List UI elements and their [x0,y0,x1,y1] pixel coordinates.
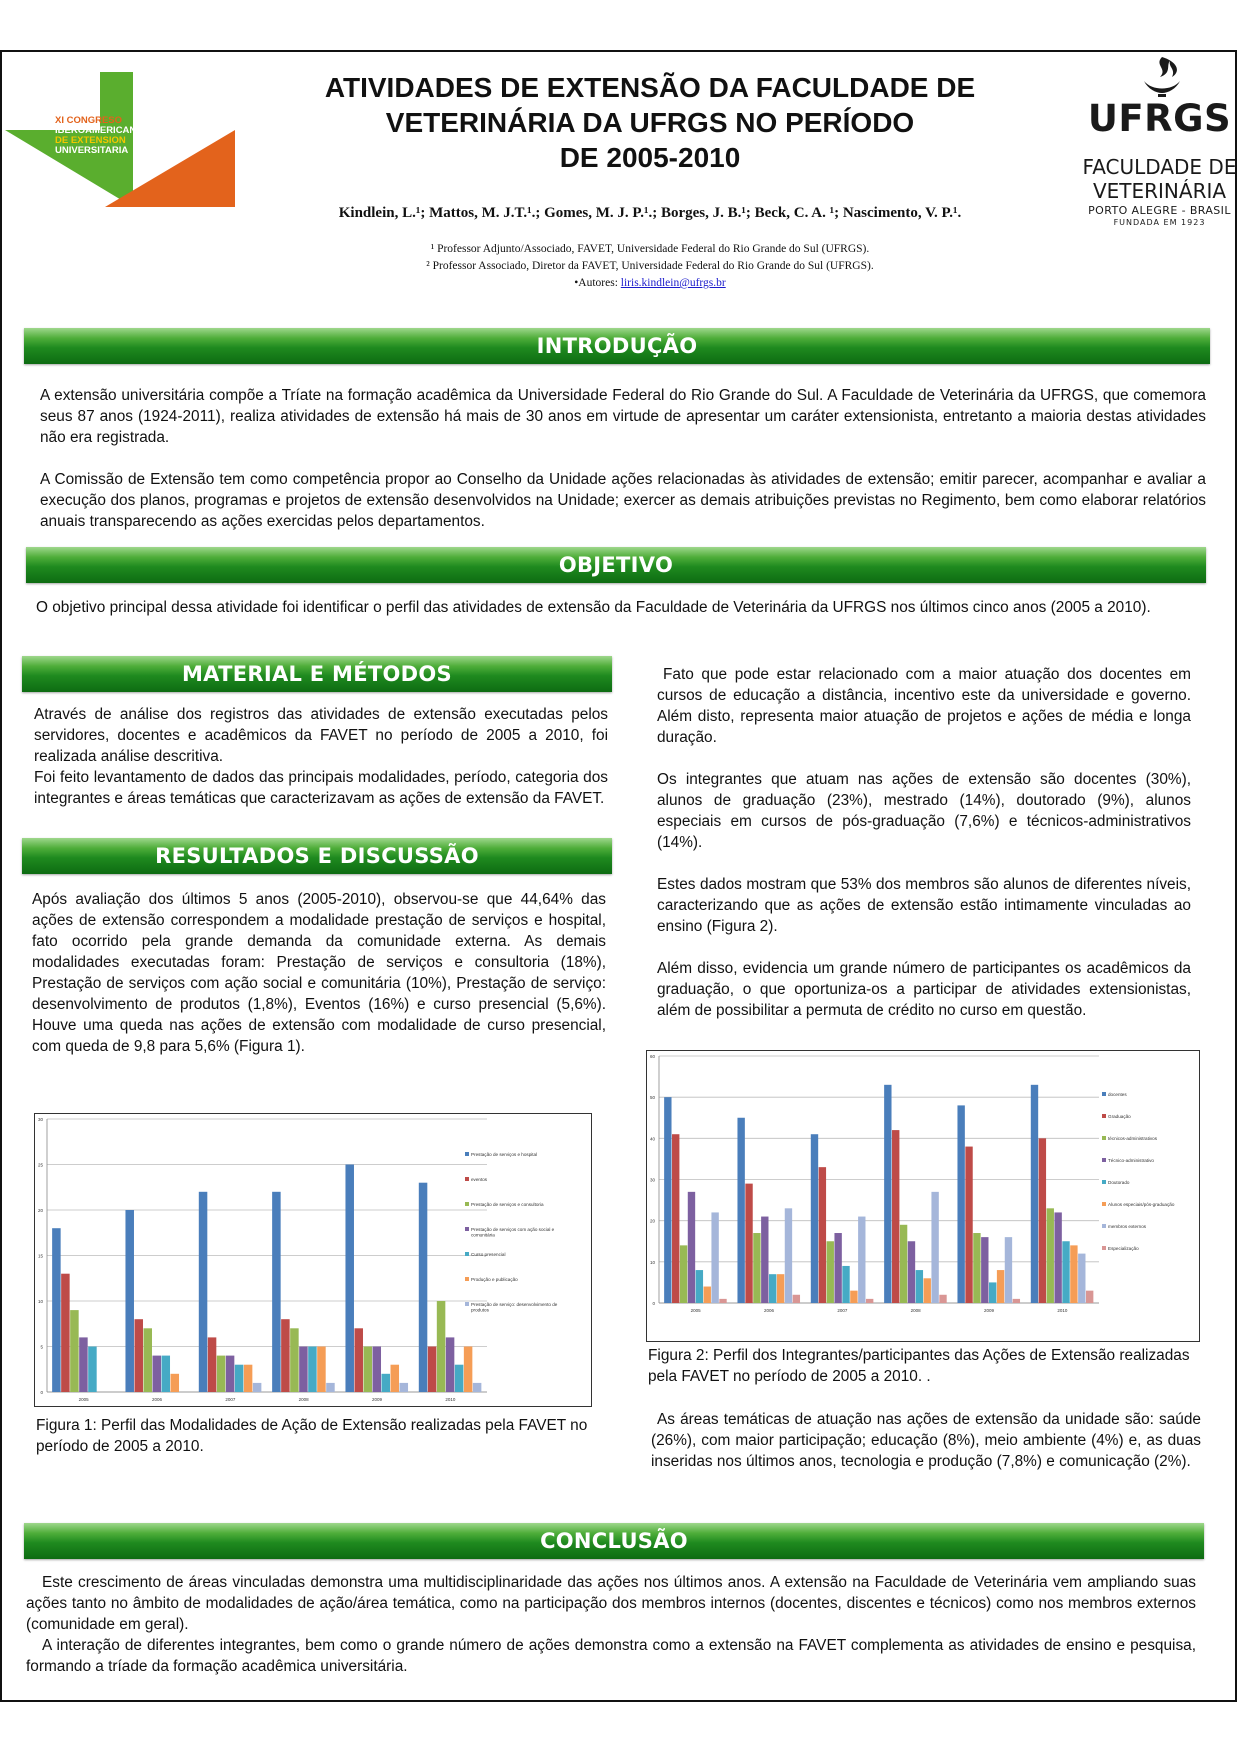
bar-2010-series-2 [437,1301,446,1392]
bar-2009-series-3 [372,1347,381,1393]
figure-2 [646,1050,1200,1342]
bar-2008-series-3 [908,1241,915,1303]
figure-1 [34,1113,592,1407]
ufrgs-logo-line2: VETERINÁRIA [1092,179,1227,203]
right-paragraph-3: Estes dados mostram que 53% dos membros são alunos de diferentes níveis, caracterizando que as ações de extensão estão intimamente vinculadas ao ensino (Figura 2). [657,876,1191,935]
ufrgs-logo-line4: FUNDADA EM 1923 [1113,218,1206,227]
bar-2009-series-2 [973,1233,980,1303]
affiliation-1: ¹ Professor Adjunto/Associado, FAVET, Universidade Federal do Rio Grande do Sul (UFRGS). [430,243,870,255]
bar-2005-series-7 [719,1299,726,1303]
bar-2006-series-2 [143,1328,152,1392]
bar-2007-series-6 [253,1383,262,1392]
resultados-body [32,889,606,1057]
bar-2008-series-0 [884,1085,891,1303]
bar-2009-series-5 [997,1270,1004,1303]
x-tick-label: 2007 [225,1397,236,1402]
bar-2008-series-5 [924,1278,931,1303]
bar-2009-series-4 [382,1374,391,1392]
bar-2007-series-0 [811,1134,818,1303]
title-line-1: ATIVIDADES DE EXTENSÃO DA FACULDADE DE [324,72,976,103]
resultados-heading: RESULTADOS E DISCUSSÃO [22,838,612,874]
legend-label: Prestação de serviços e hospital [471,1152,538,1157]
metodos-body [34,704,608,809]
contact-line [300,275,1000,292]
ufrgs-logo [1082,55,1237,235]
flame-emblem-icon [1132,55,1192,97]
figure-1-caption: Figura 1: Perfil das Modalidades de Ação de Extensão realizadas pela FAVET no período de 2005 a 2010. [36,1417,588,1455]
bar-2007-series-0 [199,1192,208,1392]
bar-2008-series-1 [281,1319,290,1392]
bar-2006-series-1 [134,1319,143,1392]
title-line-3: DE 2005-2010 [559,142,741,173]
x-tick-label: 2006 [151,1397,163,1402]
bar-2006-series-1 [745,1184,752,1303]
objetivo-body [36,597,1206,618]
legend-label: Prestação de serviços e consultoria [471,1202,544,1207]
y-tick-label: 25 [37,1162,43,1168]
bar-2008-series-2 [900,1225,907,1303]
figure-2-chart [647,1051,1199,1341]
legend-swatch [465,1202,469,1206]
legend-label: Prestação de serviços com ação social e comunitária [471,1227,555,1238]
bar-2008-series-3 [299,1347,308,1393]
x-tick-label: 2006 [763,1308,775,1313]
bar-2007-series-2 [217,1356,226,1392]
bar-2009-series-7 [1013,1299,1020,1303]
right-column-body [657,664,1191,1021]
bar-2009-series-4 [989,1282,996,1303]
legend-label: Especialização [1108,1246,1139,1251]
bar-2010-series-6 [473,1383,482,1392]
contact-email-link[interactable]: liris.kindlein@ufrgs.br [620,277,726,289]
bar-2010-series-1 [428,1347,437,1393]
bar-2008-series-6 [326,1383,335,1392]
congress-logo [5,72,295,207]
bar-2008-series-4 [916,1270,923,1303]
congress-logo-line4: UNIVERSITARIA [55,145,129,156]
legend-label: Produção e publicação [471,1277,518,1282]
x-tick-label: 2005 [690,1308,701,1313]
bar-2010-series-5 [464,1347,473,1393]
y-tick-label: 10 [649,1259,655,1265]
bar-2005-series-4 [88,1347,97,1393]
right-paragraph-4: Além disso, evidencia um grande número de participantes os acadêmicos da graduação, o que oportuniza-os a participar de atividades extensionistas, além de possibilitar a permuta de crédito no curso em questão. [657,960,1191,1019]
bar-2009-series-0 [957,1105,964,1303]
bar-2010-series-6 [1078,1254,1085,1303]
bar-2009-series-1 [354,1328,363,1392]
right-paragraph-1: Fato que pode estar relacionado com a maior atuação dos docentes em cursos de educação a distância, incentivo este da universidade e governo. Além disto, representa maior atuação de projetos e ações de média e longa duração. [657,666,1191,746]
congress-logo-line2: IBEROAMERICANO [55,125,144,136]
legend-swatch [465,1152,469,1156]
y-tick-label: 20 [649,1218,655,1224]
ufrgs-logo-line3: PORTO ALEGRE - BRASIL [1088,204,1231,217]
bar-2007-series-3 [226,1356,235,1392]
resultados-paragraph: Após avaliação dos últimos 5 anos (2005-2010), observou-se que 44,64% das ações de extensão correspondem a modalidade prestação de serviços e hospital, fato ocorrido pela grande demanda da comunidade externa. As demais modalidades executadas foram: Prestação de serviços e consultoria (18%), Prestação de serviços com ação social e comunitária (10%), Prestação de serviço: desenvolvimento de produtos (1,8%), Eventos (16%) e curso presencial (5,6%). Houve uma queda nas ações de extensão com modalidade de curso presencial, com queda de 9,8 para 5,6% (Figura 1). [32,891,606,1055]
bar-2010-series-0 [419,1183,428,1392]
legend-swatch [1102,1136,1106,1140]
conclusao-paragraph-1: Este crescimento de áreas vinculadas demonstra uma multidisciplinaridade das ações nos últimos anos. A extensão na Faculdade de Veterinária vem ampliando suas ações tanto no âmbito de modalidades de ação/área temática, como na participação dos membros internos (docentes, discentes e técnicos) como nos membros externos (comunidade em geral). [26,1574,1196,1633]
bar-2009-series-2 [363,1347,372,1393]
bar-2007-series-7 [866,1299,873,1303]
y-tick-label: 60 [649,1054,655,1059]
metodos-paragraph-2: Foi feito levantamento de dados das principais modalidades, período, categoria dos integrantes e áreas temáticas que caracterizavam as ações de extensão da FAVET. [34,769,608,807]
legend-swatch [1102,1158,1106,1162]
legend-label: Prestação de serviço: desenvolvimento de produtos [471,1302,558,1313]
bar-2005-series-3 [688,1192,695,1303]
bar-2006-series-3 [761,1217,768,1303]
bar-2005-series-3 [79,1337,88,1392]
bar-2007-series-6 [858,1217,865,1303]
ufrgs-logo-line1: FACULDADE DE [1082,155,1237,179]
bar-2008-series-2 [290,1328,299,1392]
x-tick-label: 2007 [837,1308,848,1313]
bar-2005-series-4 [696,1270,703,1303]
y-tick-label: 30 [649,1177,655,1183]
bar-2010-series-7 [1086,1291,1093,1303]
intro-paragraph-2: A Comissão de Extensão tem como competência propor ao Conselho da Unidade ações relacionadas às atividades de extensão; emitir parecer, acompanhar e avaliar a execução dos planos, programas e projetos de extensão desenvolvidos na Unidade; exercer as demais atribuições previstas no Regimento, bem como elaborar relatórios anuais transparecendo as ações exercidas pelos departamentos. [40,471,1206,530]
bar-2007-series-4 [842,1266,849,1303]
y-tick-label: 15 [37,1253,43,1259]
legend-swatch [1102,1246,1106,1250]
affiliation-2: ² Professor Associado, Diretor da FAVET, Universidade Federal do Rio Grande do Sul (UFRGS). [426,260,874,272]
conclusao-heading: CONCLUSÃO [24,1523,1204,1559]
bar-2006-series-5 [777,1274,784,1303]
bar-2007-series-3 [834,1233,841,1303]
x-tick-label: 2009 [371,1397,383,1402]
bar-2007-series-1 [819,1167,826,1303]
bar-2009-series-6 [400,1383,409,1392]
metodos-paragraph-1: Através de análise dos registros das atividades de extensão executadas pelos servidores, docentes e acadêmicos da FAVET no período de 2005 a 2010, foi realizada análise descritiva. [34,706,608,765]
bar-2009-series-6 [1005,1237,1012,1303]
legend-swatch [1102,1202,1106,1206]
legend-label: Curso presencial [471,1252,506,1257]
legend-swatch [465,1252,469,1256]
bar-2006-series-7 [793,1295,800,1303]
bar-2005-series-0 [52,1228,61,1392]
bar-2006-series-5 [171,1374,180,1392]
bar-2010-series-1 [1039,1138,1046,1303]
x-tick-label: 2009 [983,1308,995,1313]
bar-2010-series-4 [455,1365,464,1392]
y-tick-label: 5 [40,1344,43,1350]
bar-2005-series-1 [61,1274,70,1392]
bar-2008-series-6 [931,1192,938,1303]
x-tick-label: 2010 [445,1397,456,1402]
y-tick-label: 40 [649,1136,655,1142]
bar-2009-series-0 [345,1165,354,1393]
legend-swatch [1102,1180,1106,1184]
intro-paragraph-1: A extensão universitária compõe a Tríate na formação acadêmica da Universidade Federal do Rio Grande do Sul. A Faculdade de Veterinária da UFRGS, que comemora seus 87 anos (1924-2011), realiza atividades de extensão há mais de 30 anos em virtude de apresentar um caráter extensionista, entretanto a maioria destas atividades não era registrada. [40,387,1206,446]
figure-2-caption: Figura 2: Perfil dos Integrantes/participantes das Ações de Extensão realizadas pela FAVET no período de 2005 a 2010. . [648,1347,1190,1385]
bar-2007-series-2 [827,1241,834,1303]
congress-logo-line1: XI CONGRESO [55,115,123,126]
y-tick-label: 50 [649,1095,655,1101]
bar-2010-series-5 [1070,1245,1077,1303]
right-column-tail [651,1409,1201,1472]
conclusao-body [26,1572,1196,1677]
legend-label: técnicos-administrativos [1108,1136,1158,1141]
legend-label: eventos [471,1177,488,1182]
objetivo-heading: OBJETIVO [26,547,1206,583]
legend-swatch [1102,1114,1106,1118]
authors-line: Kindlein, L.¹; Mattos, M. J.T.¹.; Gomes, M. J. P.¹.; Borges, J. B.¹; Beck, C. A. ¹; Nascimento, V. P.¹. [338,205,962,221]
bar-2007-series-5 [244,1365,253,1392]
legend-swatch [1102,1224,1106,1228]
bar-2008-series-4 [308,1347,317,1393]
right-paragraph-5: As áreas temáticas de atuação nas ações de extensão da unidade são: saúde (26%), com maior participação; educação (8%), meio ambiente (4%) e, as duas inseridas nos últimos anos, tecnologia e produção (7,8%) e comunicação (2%). [651,1411,1201,1470]
x-tick-label: 2010 [1057,1308,1068,1313]
bar-2008-series-0 [272,1192,281,1392]
congress-logo-line3: DE EXTENSION [55,135,126,146]
bar-2008-series-1 [892,1130,899,1303]
bar-2006-series-4 [162,1356,171,1392]
legend-swatch [465,1177,469,1181]
y-tick-label: 10 [37,1299,43,1304]
bar-2006-series-2 [753,1233,760,1303]
intro-heading: INTRODUÇÃO [24,328,1210,364]
x-tick-label: 2005 [78,1397,89,1402]
x-tick-label: 2008 [298,1397,309,1402]
bar-2010-series-3 [446,1337,455,1392]
legend-label: Alunos especiais/pós-graduação [1108,1202,1175,1207]
y-tick-label: 30 [37,1117,43,1122]
bar-2007-series-4 [235,1365,244,1392]
conclusao-paragraph-2: A interação de diferentes integrantes, bem como o grande número de ações demonstra como a extensão na FAVET complementa as atividades de ensino e pesquisa, formando a tríade da formação acadêmica universitária. [26,1637,1196,1675]
bar-2010-series-0 [1031,1085,1038,1303]
bar-2010-series-3 [1054,1212,1061,1303]
right-paragraph-2: Os integrantes que atuam nas ações de extensão são docentes (30%), alunos de graduação (23%), mestrado (14%), doutorado (9%), alunos especiais em cursos de pós-graduação (7,6%) e técnicos-administrativos (14%). [657,771,1191,851]
bar-2008-series-7 [939,1295,946,1303]
affiliations [300,241,1000,292]
legend-label: Doutorado [1108,1180,1130,1185]
x-tick-label: 2008 [910,1308,921,1313]
title-line-2: VETERINÁRIA DA UFRGS NO PERÍODO [385,107,915,138]
bar-2007-series-1 [208,1337,217,1392]
bar-2005-series-2 [70,1310,79,1392]
bar-2010-series-2 [1047,1208,1054,1303]
bar-2006-series-0 [125,1210,134,1392]
legend-label: Técnico-administrativo [1108,1158,1154,1163]
legend-swatch [465,1302,469,1306]
legend-swatch [1102,1092,1106,1096]
contact-label: •Autores: [574,277,621,289]
bar-2006-series-3 [152,1356,161,1392]
bar-2007-series-5 [850,1291,857,1303]
bar-2005-series-5 [704,1287,711,1303]
bar-2006-series-0 [737,1118,744,1303]
legend-label: docentes [1108,1092,1127,1097]
legend-label: membros externos [1108,1224,1147,1229]
bar-2009-series-5 [391,1365,400,1392]
bar-2005-series-0 [664,1097,671,1303]
bar-2006-series-6 [785,1208,792,1303]
objetivo-paragraph: O objetivo principal dessa atividade foi identificar o perfil das atividades de extensão da Faculdade de Veterinária da UFRGS nos últimos cinco anos (2005 a 2010). [36,599,1151,616]
bar-2005-series-6 [711,1212,718,1303]
figure-1-chart [35,1114,591,1406]
bar-2010-series-4 [1062,1241,1069,1303]
bar-2006-series-4 [769,1274,776,1303]
bar-2008-series-5 [317,1347,326,1393]
metodos-heading: MATERIAL E MÉTODOS [22,656,612,692]
bar-2009-series-3 [981,1237,988,1303]
intro-body [40,385,1206,532]
y-tick-label: 0 [652,1301,655,1306]
y-tick-label: 0 [40,1390,43,1395]
legend-label: Graduação [1108,1114,1131,1119]
bar-2009-series-1 [965,1147,972,1303]
ufrgs-logo-name: UFRGS [1087,97,1232,140]
bar-2005-series-1 [672,1134,679,1303]
legend-swatch [465,1277,469,1281]
poster-title [300,70,1000,175]
bar-2005-series-2 [680,1245,687,1303]
legend-swatch [465,1227,469,1231]
y-tick-label: 20 [37,1208,43,1213]
